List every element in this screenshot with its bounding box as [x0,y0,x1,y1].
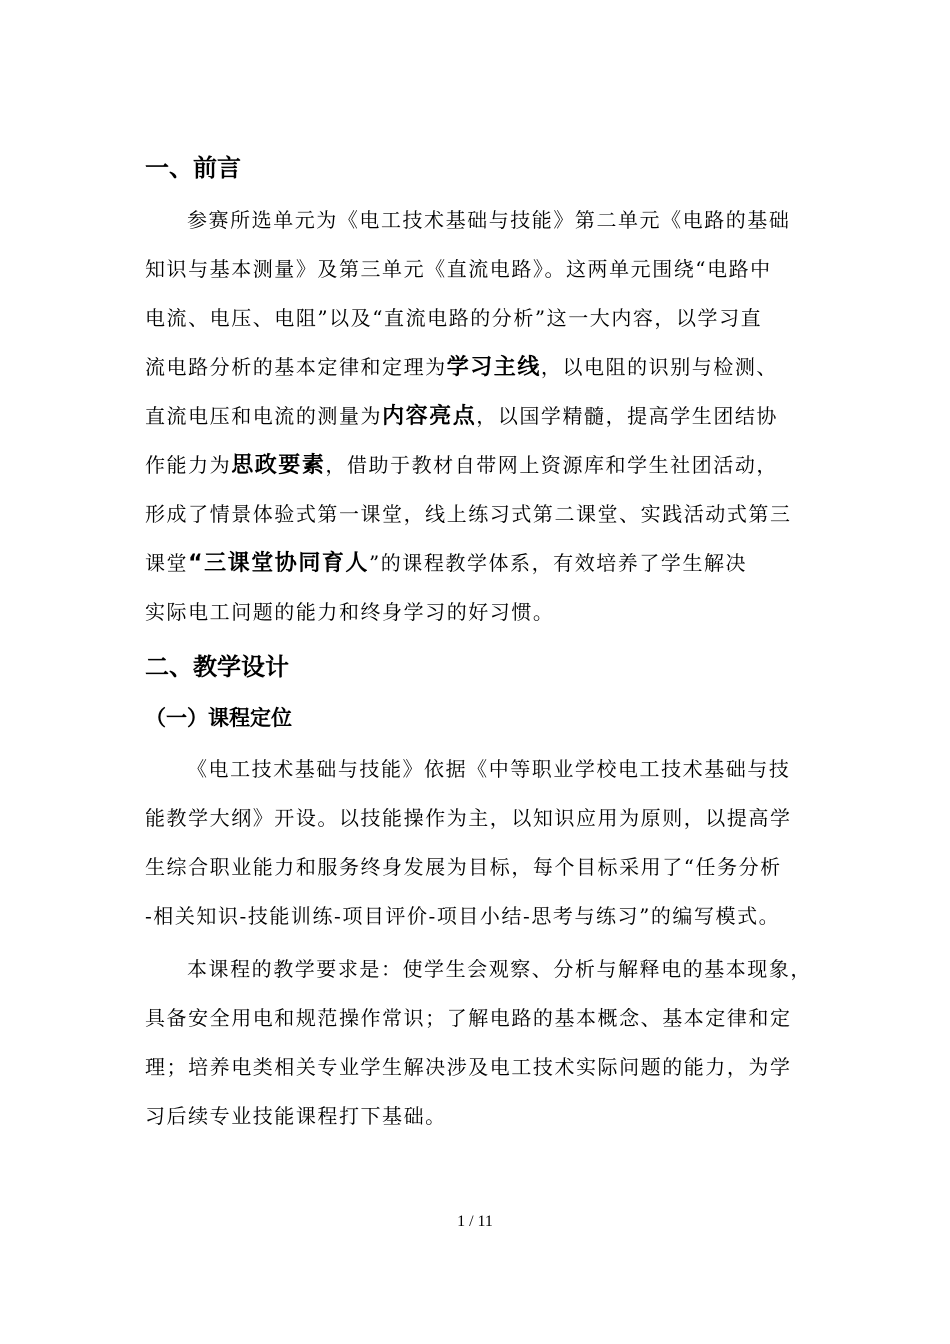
emphasis-ideological-element: 思政要素 [231,453,326,478]
preface-line-2: 知识与基本测量》及第三单元《直流电路》。这两单元围绕“电路中 [145,257,772,281]
p2-line-3: 理；培养电类相关专业学生解决涉及电工技术实际问题的能力，为学 [145,1055,792,1079]
emphasis-content-highlight: 内容亮点 [382,404,477,429]
emphasis-learning-mainline: 学习主线 [446,355,541,380]
preface-line-1: 参赛所选单元为《电工技术基础与技能》第二单元《电路的基础 [187,208,791,232]
section-heading-preface: 一、前言 [145,154,241,182]
preface-line-8-post: ”的课程教学体系，有效培养了学生解决 [368,551,748,575]
preface-line-9: 实际电工问题的能力和终身学习的好习惯。 [145,600,555,624]
preface-line-4-post: ，以电阻的识别与检测、 [540,355,778,379]
p1-line-4: -相关知识-技能训练-项目评价-项目小结-思考与练习”的编写模式。 [145,904,781,928]
p2-line-2: 具备安全用电和规范操作常识；了解电路的基本概念、基本定律和定 [145,1006,792,1030]
p1-line-3: 生综合职业能力和服务终身发展为目标，每个目标采用了“任务分析 [145,855,782,879]
p2-line-1: 本课程的教学要求是：使学生会观察、分析与解释电的基本现象， [187,957,812,981]
preface-line-3: 电流、电压、电阻”以及“直流电路的分析”这一大内容，以学习直 [145,306,763,330]
preface-line-5-post: ，以国学精髓，提高学生团结协 [476,404,778,428]
p2-line-4: 习后续专业技能课程打下基础。 [145,1104,447,1128]
page-number: 1 / 11 [457,1213,493,1230]
preface-line-8-pre: 课堂 [145,551,189,575]
preface-line-6-post: ，借助于教材自带网上资源库和学生社团活动， [325,453,778,477]
preface-line-4-pre: 流电路分析的基本定律和定理为 [145,355,447,379]
p1-line-2: 能教学大纲》开设。以技能操作为主，以知识应用为原则，以提高学 [145,806,792,830]
preface-line-7: 形成了情景体验式第一课堂，线上练习式第二课堂、实践活动式第三 [145,502,792,526]
p1-line-1: 《电工技术基础与技能》依据《中等职业学校电工技术基础与技 [187,757,791,781]
preface-line-5 [145,401,778,450]
preface-line-4 [145,352,778,401]
preface-line-6-pre: 作能力为 [145,453,232,477]
preface-line-8 [145,548,747,597]
section-heading-design: 二、教学设计 [145,653,289,681]
preface-line-6 [145,450,778,499]
preface-line-5-pre: 直流电压和电流的测量为 [145,404,383,428]
emphasis-three-classrooms: “三课堂协同育人 [188,551,369,576]
subsection-heading-course-positioning: （一）课程定位 [145,706,292,730]
